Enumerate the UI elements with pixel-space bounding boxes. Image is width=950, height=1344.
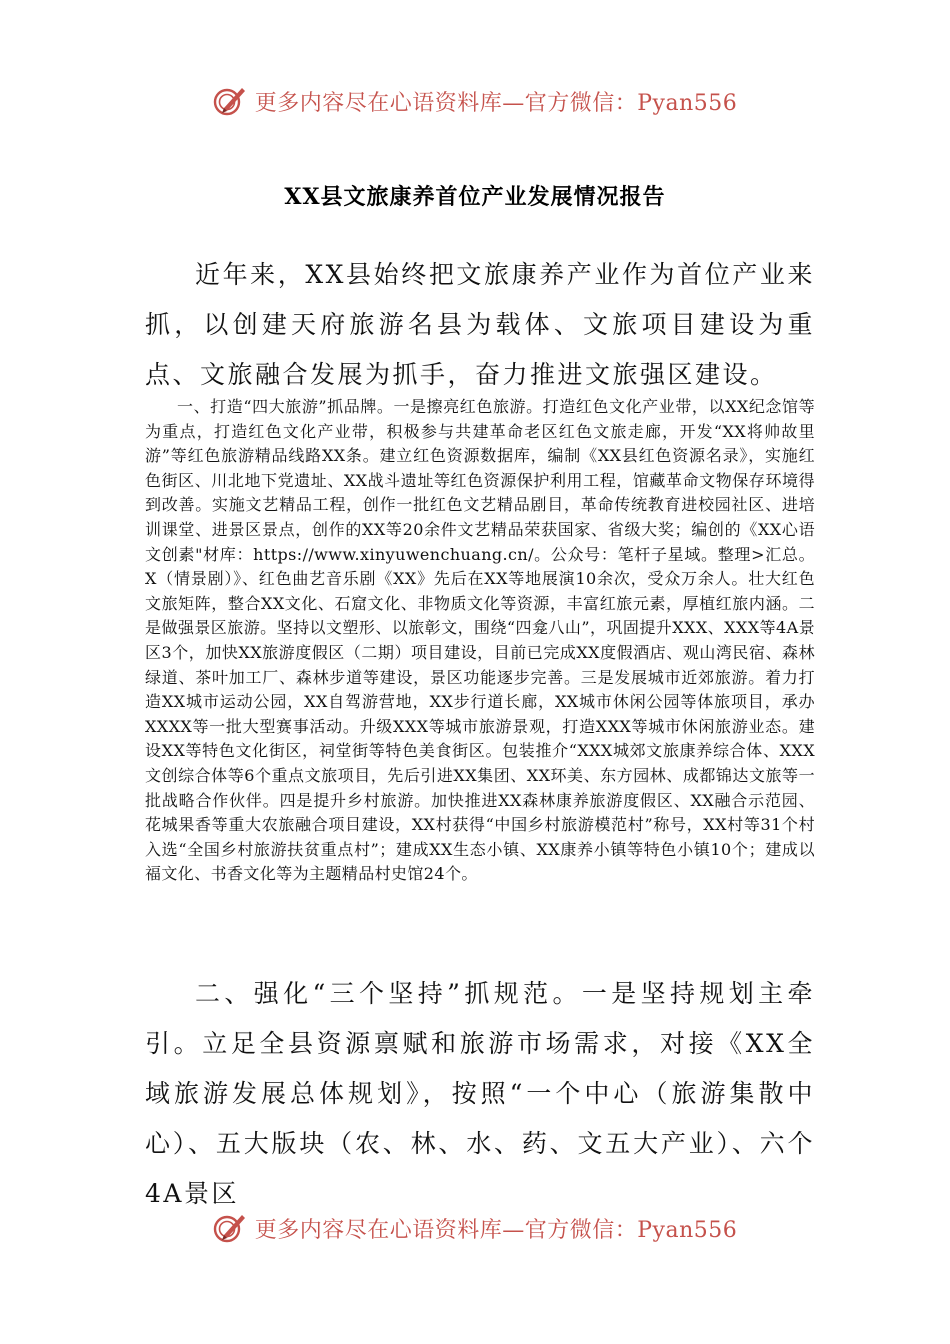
section-one-paragraph: 一、打造“四大旅游”抓品牌。一是擦亮红色旅游。打造红色文化产业带，以XX纪念馆等为重点，打造红色文化产业带，积极参与共建革命老区红色文旅走廊，开发“XX将帅故里游”等红色旅游精品线路XX条。建立红色资源数据库，编制《XX县红色资源名录》，实施红色街区、川北地下党遗址、XX战斗遗址等红色资源保护利用工程，馆藏革命文物保存环境得到改善。实施文艺精品工程，创作一批红色文艺精品剧目，革命传统教育进校园社区、进培训课堂、进景区景点，创作的XX等20余件文艺精品荣获国家、省级大奖；编创的《XX心语文创素"材库：https://www.xinyuwenchuang.cn/。公众号：笔杆子星域。整理>汇总。X（情景剧）》、红色曲艺音乐剧《XX》先后在XX等地展演10余次，受众万余人。壮大红色文旅矩阵，整合XX文化、石窟文化、非物质文化等资源，丰富红旅元素，厚植红旅内涵。二是做强景区旅游。坚持以文塑形、以旅彰文，围绕“四龛八山”，巩固提升XXX、XXX等4A景区3个，加快XX旅游度假区（二期）项目建设，目前已完成XX度假酒店、观山湾民宿、森林绿道、茶叶加工厂、森林步道等建设，景区功能逐步完善。三是发展城市近郊旅游。着力打造XX城市运动公园，XX自驾游营地，XX步行道长廊，XX城市休闲公园等体旅项目，承办XXXX等一批大型赛事活动。升级XXX等城市旅游景观，打造XXX等城市休闲旅游业态。建设XX等特色文化街区，祠堂街等特色美食街区。包装推介“XXX城郊文旅康养综合体、XXX文创综合体等6个重点文旅项目，先后引进XX集团、XX环美、东方园林、成都锦达文旅等一批战略合作伙伴。四是提升乡村旅游。加快推进XX森林康养旅游度假区、XX融合示范园、花城果香等重大农旅融合项目建设，XX村获得“中国乡村旅游模范村”称号，XX村等31个村入选“全国乡村旅游扶贫重点村”；建成XX生态小镇、XX康养小镇等特色小镇10个；建成以福文化、书香文化等为主题精品村史馆24个。: [145, 397, 815, 884]
intro-paragraph: 近年来，XX县始终把文旅康养产业作为首位产业来抓，以创建天府旅游名县为载体、文旅项目建设为重点、文旅融合发展为抓手，奋力推进文旅强区建设。: [145, 260, 815, 389]
footer-watermark-text: 更多内容尽在心语资料库—官方微信：Pyan556: [254, 1217, 738, 1243]
header-watermark-text: 更多内容尽在心语资料库—官方微信：Pyan556: [254, 90, 738, 116]
pen-nib-logo-icon: [213, 84, 247, 118]
header-watermark-banner: [0, 84, 950, 124]
document-title: XX县文旅康养首位产业发展情况报告: [284, 184, 666, 210]
pen-nib-logo-icon: [213, 1211, 247, 1245]
section-two: [145, 969, 815, 1219]
intro-section: [145, 250, 815, 400]
footer-watermark-banner: [0, 1211, 950, 1251]
section-two-paragraph: 二、强化“三个坚持”抓规范。一是坚持规划主牵引。立足全县资源禀赋和旅游市场需求，对接《XX全域旅游发展总体规划》，按照“一个中心（旅游集散中心）、五大版块（农、林、水、药、文五大产业）、六个4A景区: [145, 979, 815, 1208]
section-one: [145, 395, 815, 887]
